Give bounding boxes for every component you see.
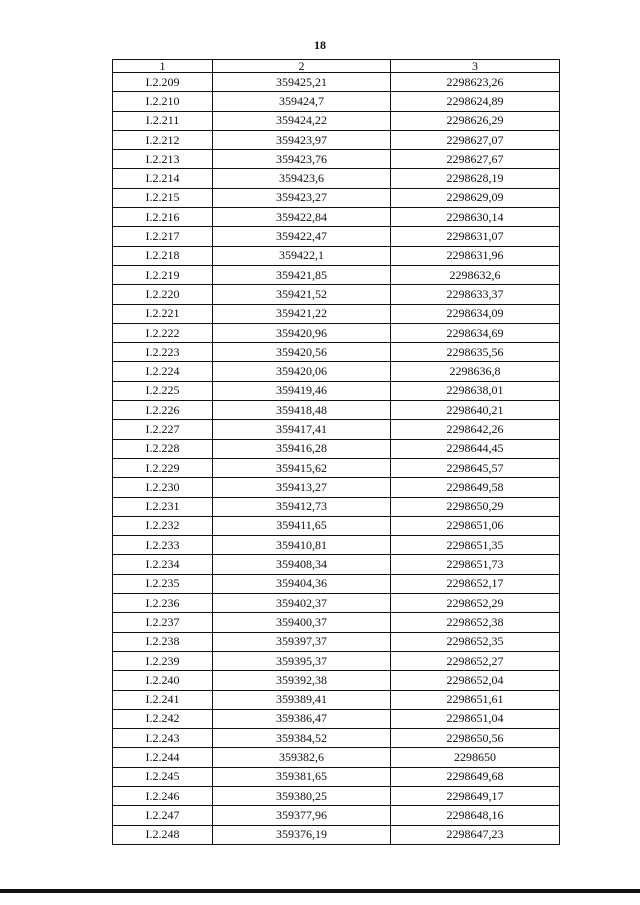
x-coordinate-cell: 359404,36 [213,574,391,593]
y-coordinate-cell: 2298652,27 [391,651,560,670]
table-row [113,516,560,535]
y-coordinate-cell: 2298634,09 [391,304,560,323]
x-coordinate-cell: 359420,56 [213,343,391,362]
x-coordinate-cell: 359417,41 [213,420,391,439]
table-row [113,92,560,111]
point-id-cell: I.2.226 [113,401,213,420]
point-id-cell: I.2.211 [113,111,213,130]
table-row [113,362,560,381]
y-coordinate-cell: 2298629,09 [391,188,560,207]
table-row [113,169,560,188]
point-id-cell: I.2.237 [113,613,213,632]
x-coordinate-cell: 359389,41 [213,690,391,709]
x-coordinate-cell: 359416,28 [213,439,391,458]
x-coordinate-cell: 359422,84 [213,208,391,227]
table-header-row [113,60,560,73]
point-id-cell: I.2.235 [113,574,213,593]
x-coordinate-cell: 359419,46 [213,381,391,400]
y-coordinate-cell: 2298635,56 [391,343,560,362]
table-row [113,111,560,130]
point-id-cell: I.2.248 [113,825,213,844]
table-row [113,497,560,516]
point-id-cell: I.2.246 [113,786,213,805]
x-coordinate-cell: 359420,96 [213,323,391,342]
table-row [113,381,560,400]
table-row [113,246,560,265]
y-coordinate-cell: 2298631,07 [391,227,560,246]
point-id-cell: I.2.231 [113,497,213,516]
y-coordinate-cell: 2298630,14 [391,208,560,227]
x-coordinate-cell: 359423,97 [213,130,391,149]
point-id-cell: I.2.241 [113,690,213,709]
y-coordinate-cell: 2298651,61 [391,690,560,709]
y-coordinate-cell: 2298652,35 [391,632,560,651]
y-coordinate-cell: 2298651,04 [391,709,560,728]
y-coordinate-cell: 2298644,45 [391,439,560,458]
table-row [113,536,560,555]
point-id-cell: I.2.234 [113,555,213,574]
table-row [113,478,560,497]
point-id-cell: I.2.223 [113,343,213,362]
point-id-cell: I.2.227 [113,420,213,439]
x-coordinate-cell: 359423,76 [213,150,391,169]
table-row [113,594,560,613]
table-row [113,323,560,342]
table-row [113,786,560,805]
y-coordinate-cell: 2298650 [391,748,560,767]
x-coordinate-cell: 359384,52 [213,729,391,748]
point-id-cell: I.2.225 [113,381,213,400]
point-id-cell: I.2.243 [113,729,213,748]
column-header-1: 1 [113,60,213,73]
point-id-cell: I.2.209 [113,73,213,92]
table-row [113,709,560,728]
y-coordinate-cell: 2298652,29 [391,594,560,613]
table-row [113,574,560,593]
table-row [113,285,560,304]
point-id-cell: I.2.219 [113,265,213,284]
y-coordinate-cell: 2298624,89 [391,92,560,111]
y-coordinate-cell: 2298627,67 [391,150,560,169]
table-row [113,304,560,323]
point-id-cell: I.2.232 [113,516,213,535]
y-coordinate-cell: 2298645,57 [391,458,560,477]
x-coordinate-cell: 359376,19 [213,825,391,844]
table-row [113,613,560,632]
table-row [113,265,560,284]
x-coordinate-cell: 359380,25 [213,786,391,805]
point-id-cell: I.2.242 [113,709,213,728]
x-coordinate-cell: 359424,7 [213,92,391,111]
x-coordinate-cell: 359402,37 [213,594,391,613]
y-coordinate-cell: 2298628,19 [391,169,560,188]
point-id-cell: I.2.217 [113,227,213,246]
point-id-cell: I.2.229 [113,458,213,477]
point-id-cell: I.2.212 [113,130,213,149]
table-row [113,227,560,246]
x-coordinate-cell: 359412,73 [213,497,391,516]
table-row [113,767,560,786]
y-coordinate-cell: 2298649,58 [391,478,560,497]
point-id-cell: I.2.238 [113,632,213,651]
y-coordinate-cell: 2298652,04 [391,671,560,690]
y-coordinate-cell: 2298647,23 [391,825,560,844]
point-id-cell: I.2.222 [113,323,213,342]
table-row [113,439,560,458]
x-coordinate-cell: 359395,37 [213,651,391,670]
x-coordinate-cell: 359392,38 [213,671,391,690]
y-coordinate-cell: 2298636,8 [391,362,560,381]
y-coordinate-cell: 2298649,17 [391,786,560,805]
y-coordinate-cell: 2298651,06 [391,516,560,535]
point-id-cell: I.2.236 [113,594,213,613]
point-id-cell: I.2.228 [113,439,213,458]
table-row [113,188,560,207]
y-coordinate-cell: 2298651,35 [391,536,560,555]
point-id-cell: I.2.210 [113,92,213,111]
table-body [113,73,560,845]
table-row [113,825,560,844]
y-coordinate-cell: 2298638,01 [391,381,560,400]
x-coordinate-cell: 359418,48 [213,401,391,420]
table-row [113,130,560,149]
page-number: 18 [314,38,326,52]
x-coordinate-cell: 359413,27 [213,478,391,497]
point-id-cell: I.2.213 [113,150,213,169]
point-id-cell: I.2.233 [113,536,213,555]
point-id-cell: I.2.240 [113,671,213,690]
x-coordinate-cell: 359400,37 [213,613,391,632]
table-row [113,671,560,690]
point-id-cell: I.2.247 [113,806,213,825]
point-id-cell: I.2.216 [113,208,213,227]
y-coordinate-cell: 2298650,56 [391,729,560,748]
y-coordinate-cell: 2298623,26 [391,73,560,92]
table-row [113,401,560,420]
x-coordinate-cell: 359421,85 [213,265,391,284]
x-coordinate-cell: 359381,65 [213,767,391,786]
y-coordinate-cell: 2298634,69 [391,323,560,342]
bottom-rule [0,889,640,893]
table-row [113,420,560,439]
y-coordinate-cell: 2298633,37 [391,285,560,304]
x-coordinate-cell: 359377,96 [213,806,391,825]
column-header-2: 2 [213,60,391,73]
table-row [113,748,560,767]
y-coordinate-cell: 2298631,96 [391,246,560,265]
point-id-cell: I.2.245 [113,767,213,786]
column-header-3: 3 [391,60,560,73]
y-coordinate-cell: 2298627,07 [391,130,560,149]
y-coordinate-cell: 2298642,26 [391,420,560,439]
table-row [113,651,560,670]
y-coordinate-cell: 2298649,68 [391,767,560,786]
x-coordinate-cell: 359421,52 [213,285,391,304]
y-coordinate-cell: 2298632,6 [391,265,560,284]
point-id-cell: I.2.239 [113,651,213,670]
table-row [113,806,560,825]
table-row [113,690,560,709]
x-coordinate-cell: 359382,6 [213,748,391,767]
point-id-cell: I.2.221 [113,304,213,323]
x-coordinate-cell: 359410,81 [213,536,391,555]
x-coordinate-cell: 359425,21 [213,73,391,92]
y-coordinate-cell: 2298650,29 [391,497,560,516]
y-coordinate-cell: 2298651,73 [391,555,560,574]
x-coordinate-cell: 359424,22 [213,111,391,130]
x-coordinate-cell: 359421,22 [213,304,391,323]
point-id-cell: I.2.244 [113,748,213,767]
y-coordinate-cell: 2298640,21 [391,401,560,420]
point-id-cell: I.2.230 [113,478,213,497]
point-id-cell: I.2.220 [113,285,213,304]
x-coordinate-cell: 359408,34 [213,555,391,574]
y-coordinate-cell: 2298626,29 [391,111,560,130]
table-row [113,458,560,477]
table-row [113,208,560,227]
table-row [113,632,560,651]
x-coordinate-cell: 359411,65 [213,516,391,535]
x-coordinate-cell: 359423,6 [213,169,391,188]
point-id-cell: I.2.224 [113,362,213,381]
x-coordinate-cell: 359386,47 [213,709,391,728]
y-coordinate-cell: 2298652,38 [391,613,560,632]
x-coordinate-cell: 359423,27 [213,188,391,207]
x-coordinate-cell: 359422,1 [213,246,391,265]
point-id-cell: I.2.218 [113,246,213,265]
x-coordinate-cell: 359397,37 [213,632,391,651]
coordinates-table [112,59,560,845]
y-coordinate-cell: 2298652,17 [391,574,560,593]
table-row [113,555,560,574]
table-row [113,343,560,362]
y-coordinate-cell: 2298648,16 [391,806,560,825]
point-id-cell: I.2.215 [113,188,213,207]
table-row [113,73,560,92]
table-row [113,729,560,748]
table-row [113,150,560,169]
x-coordinate-cell: 359415,62 [213,458,391,477]
point-id-cell: I.2.214 [113,169,213,188]
x-coordinate-cell: 359420,06 [213,362,391,381]
x-coordinate-cell: 359422,47 [213,227,391,246]
